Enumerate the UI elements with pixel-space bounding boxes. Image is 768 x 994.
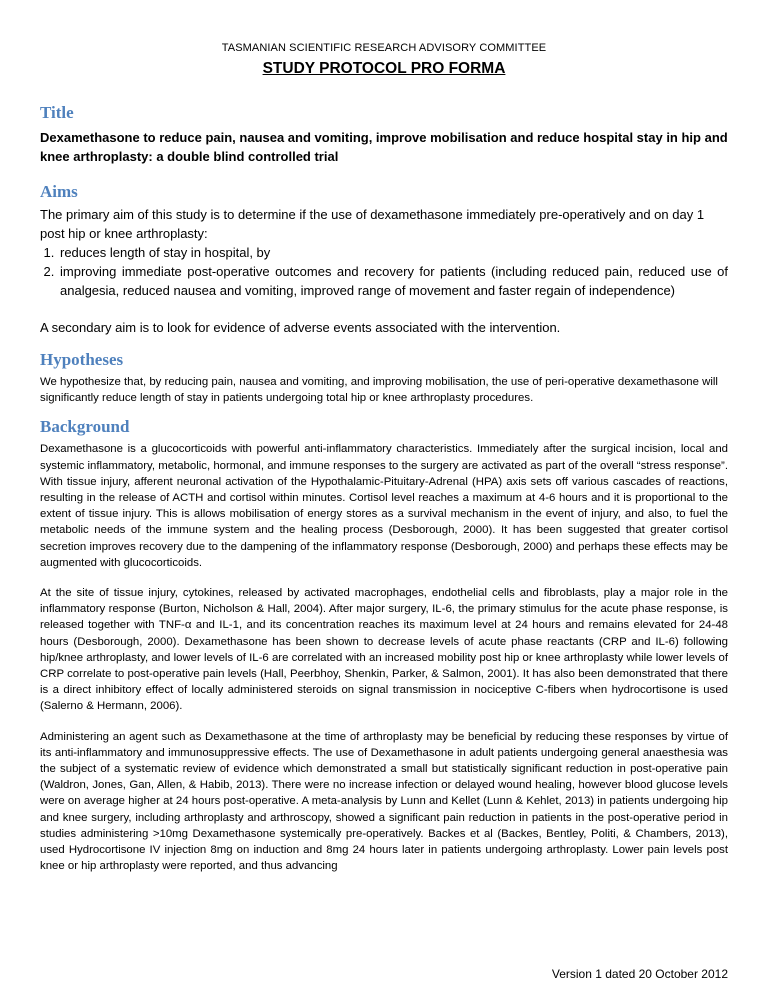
- form-title: STUDY PROTOCOL PRO FORMA: [262, 60, 506, 77]
- background-paragraph: Dexamethasone is a glucocorticoids with powerful anti-inflammatory characteristics. Immediately after the surgical incision, local and systemic inflammatory, metabolic, hormonal, and immune responses to the surgery are activated as part of the overall “stress response”. With tissue injury, afferent neuronal activation of the Hypothalamic-Pituitary-Adrenal (HPA) axis sets off various cascades of reactions, resulting in the release of ACTH and cortisol within minutes. Cortisol level reaches a maximum at 4-6 hours and it is proportional to the extent of tissue injury. This is allows mobilisation of energy stores as a survival mechanism in the event of injury, and also, to fuel the metabolic needs of the immune system and the healing process (Desborough, 2000). It has been suggested that greater cortisol secretion improves recovery due to the dampening of the inflammatory response (Desborough, 2000) and perhaps these effects may be augmented with glucocorticoids.: [40, 443, 728, 569]
- committee-name: TASMANIAN SCIENTIFIC RESEARCH ADVISORY COMMITTEE: [221, 42, 547, 54]
- background-heading: Background: [40, 417, 130, 437]
- secondary-aim: A secondary aim is to look for evidence of adverse events associated with the intervention.: [40, 320, 561, 335]
- study-title: Dexamethasone to reduce pain, nausea and vomiting, improve mobilisation and reduce hospital stay in hip and knee arthroplasty: a double blind controlled trial: [40, 130, 728, 164]
- aims-list-item: 2. improving immediate post-operative outcomes and recovery for patients (including reduced pain, reduced use of analgesia, reduced nausea and vomiting, improved range of movement and faster regain of independence): [58, 262, 728, 300]
- document-body: [40, 102, 728, 874]
- background-paragraph: At the site of tissue injury, cytokines, released by activated macrophages, endothelial cells and fibroblasts, play a major role in the inflammatory response (Burton, Nicholson & Hall, 2004). After major surgery, IL-6, the primary stimulus for the acute phase response, is released together with TNF-α and IL-1, and its concentration reaches its maximum level at 24 hours and remains elevated for 24-48 hours (Desborough, 2000). Dexamethasone has been shown to decrease levels of acute phase reactants (CRP and IL-6) following hip/knee arthroplasty, and lower levels of IL-6 are correlated with an increased mobility post hip or knee arthroplasty while lower levels of CRP correlate to post-operative pain levels (Hall, Peerbhoy, Shenkin, Parker, & Salmon, 2001). It has also been demonstrated that there is a direct inhibitory effect of locally administered steroids on signal transmission in nociceptive C-fibers when hydrocortisone is used (Salerno & Hermann, 2006).: [40, 587, 728, 713]
- aims-list: [40, 243, 728, 300]
- version-footer: Version 1 dated 20 October 2012: [551, 967, 728, 981]
- background-paragraph: Administering an agent such as Dexamethasone at the time of arthroplasty may be beneficial by reducing these responses by virtue of its anti-inflammatory and immunosuppressive effects. The use of Dexamethasone in adult patients undergoing general anaesthesia was the subject of a systematic review of evidence which demonstrated a small but statistically significant reduction in post-operative pain (Waldron, Jones, Gan, Allen, & Habib, 2013). There were no increase infection or delayed wound healing, however blood glucose levels were on average higher at 24 hours post-operative. A meta-analysis by Lunn and Kellet (Lunn & Kehlet, 2013) in patients undergoing hip and knee surgery, including arthroplasty and arthroscopy, showed a significant pain reduction in patients in the post-operative period in studies administering >10mg Dexamethasone systemically pre-operatively. Backes et al (Backes, Bentley, Politi, & Chambers, 2013), used Hydrocortisone IV injection 8mg on induction and 8mg 24 hours later in patients undergoing arthroplasty. Lower pain levels post knee or hip arthroplasty were reported, and thus advancing: [40, 730, 728, 873]
- hypotheses-heading: Hypotheses: [40, 350, 124, 369]
- aims-heading: Aims: [40, 182, 78, 201]
- hypotheses-text: We hypothesize that, by reducing pain, nausea and vomiting, and improving mobilisation, the use of peri-operative dexamethasone will significantly reduce length of stay in patients undergoing total hip or knee arthroplasty procedures.: [40, 376, 718, 405]
- aims-list-item: 1. reduces length of stay in hospital, by: [58, 243, 728, 262]
- aims-intro: The primary aim of this study is to determine if the use of dexamethasone immediately pre-operatively and on day 1 post hip or knee arthroplasty:: [40, 207, 705, 241]
- title-heading: Title: [40, 103, 74, 122]
